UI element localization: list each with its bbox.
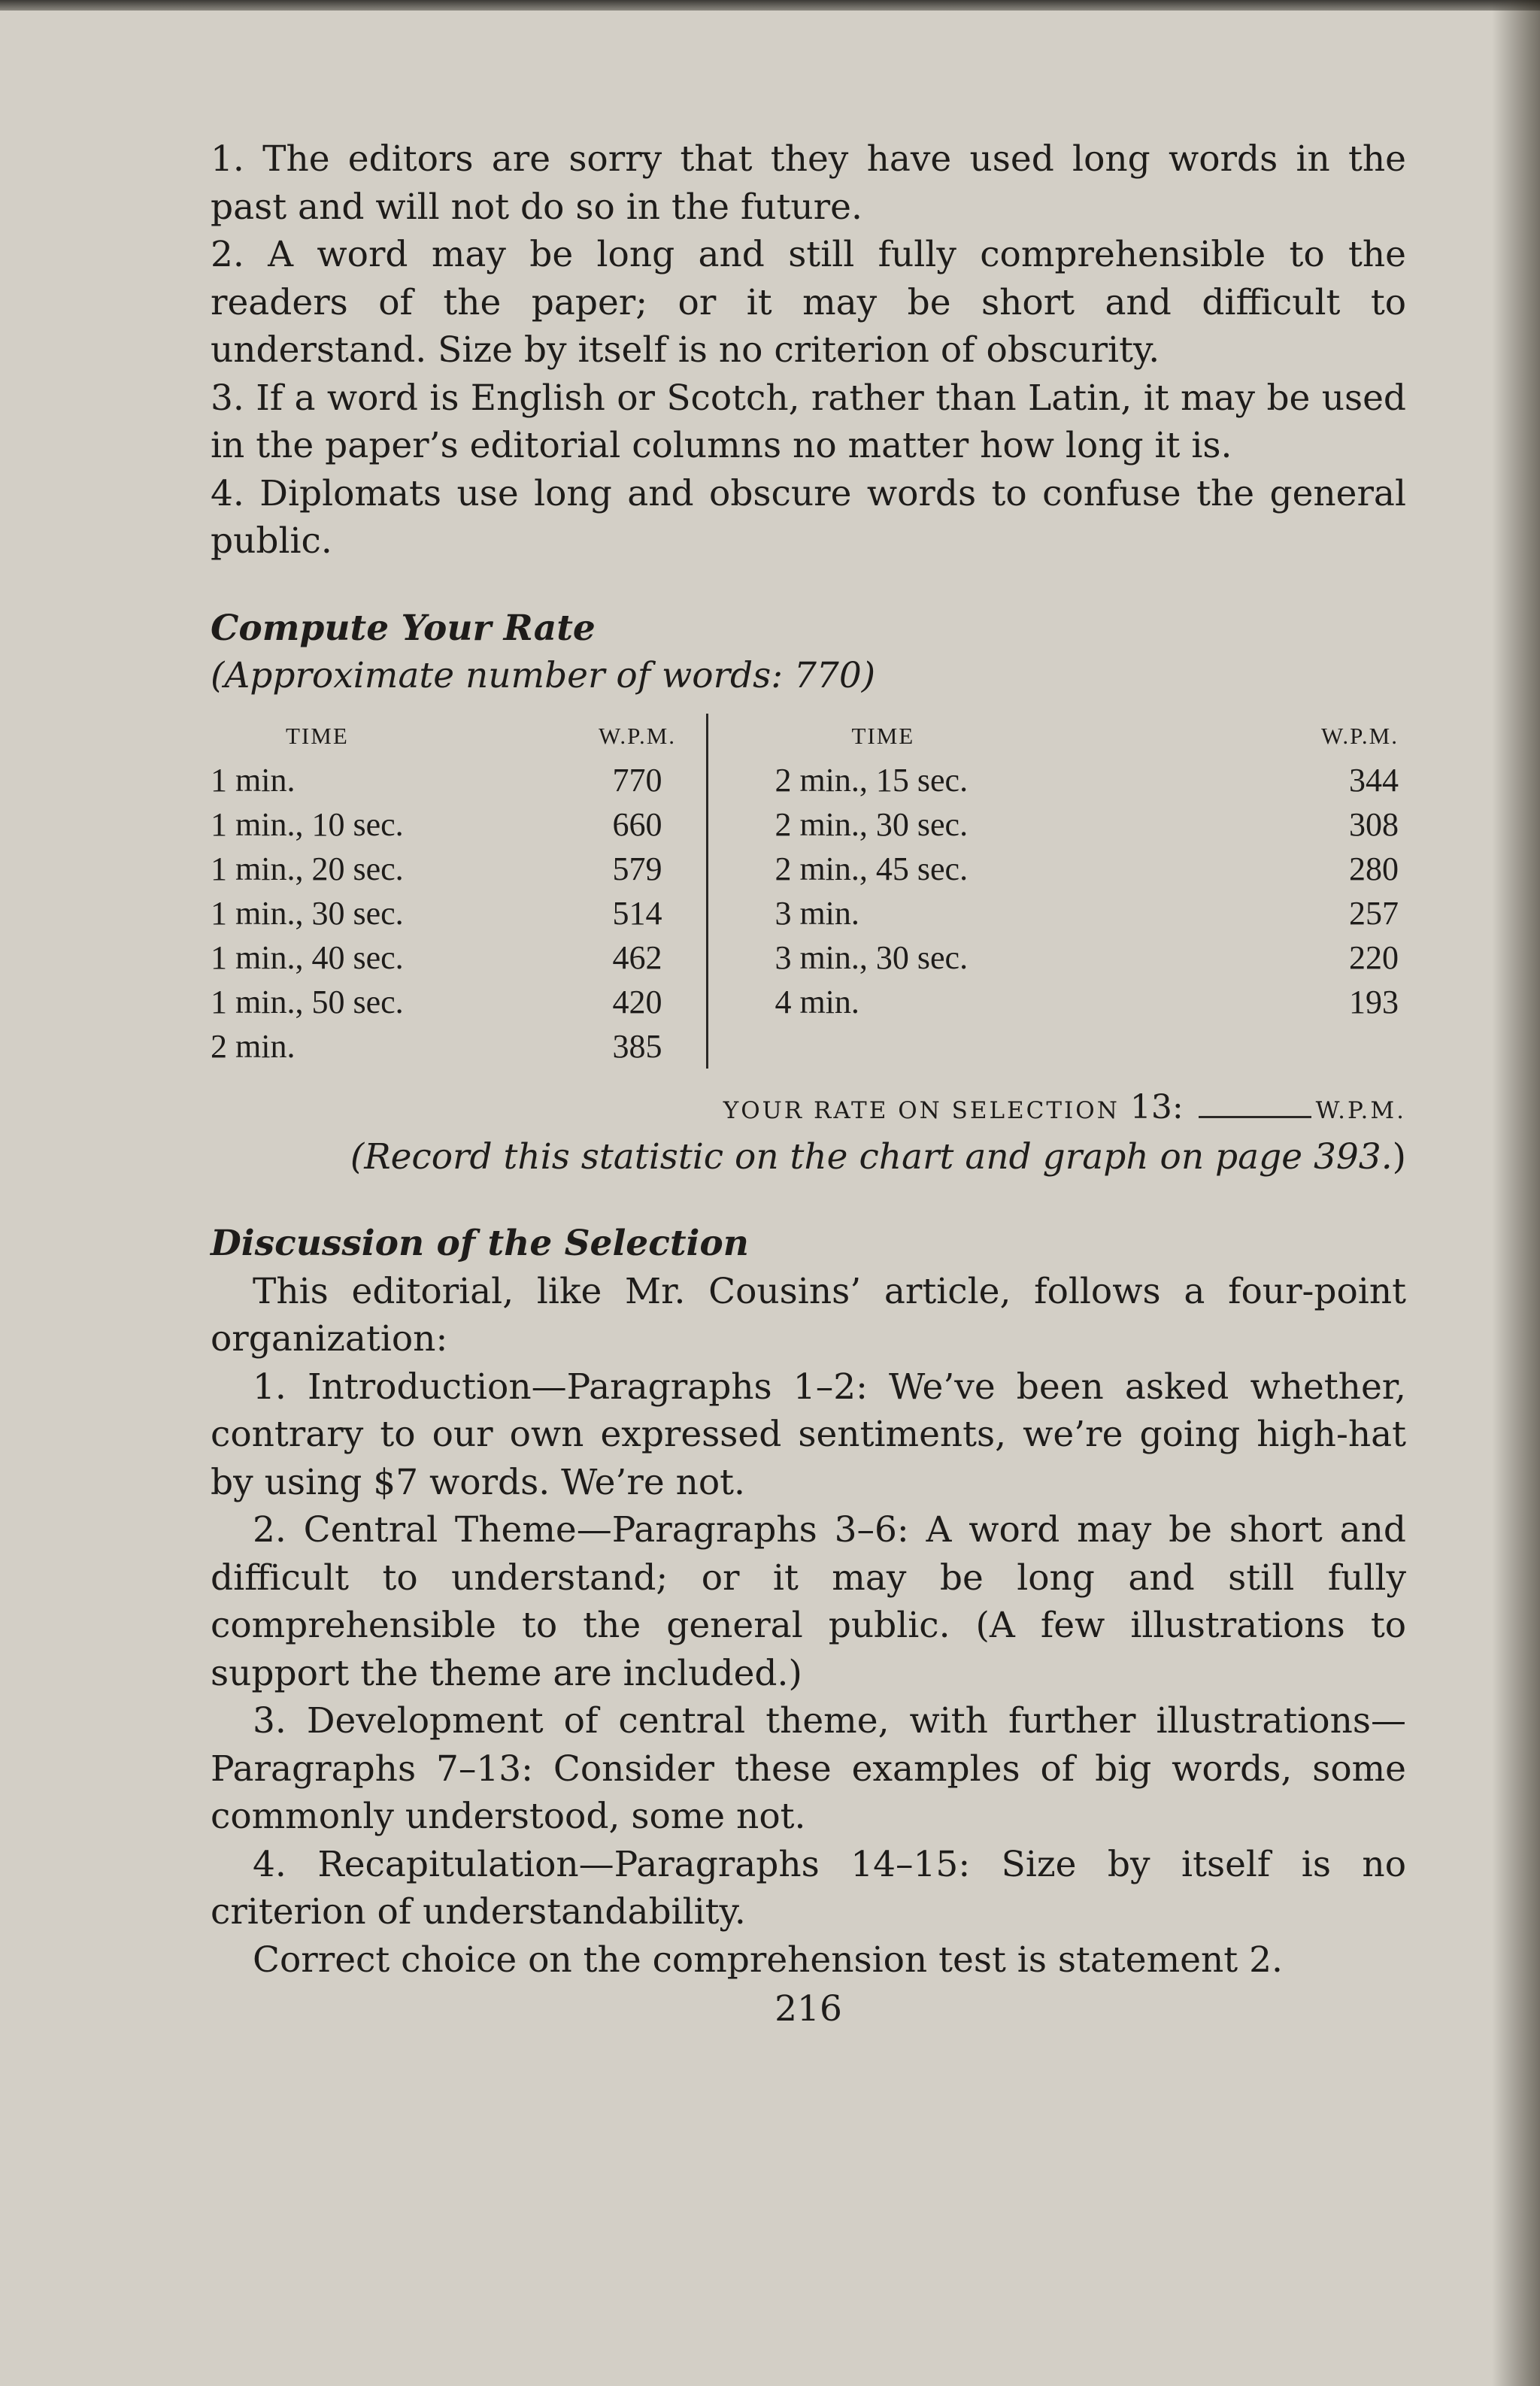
left-wpm: 579	[612, 850, 662, 887]
right-wpm: 220	[1349, 938, 1399, 976]
right-time: 2 min., 15 sec.	[708, 758, 1203, 802]
statement-2: 2. A word may be long and still fully comprehensible to the readers of the paper; or it may be short and difficult to understand. Size by itself is no criterion of obscurity.	[211, 234, 1406, 371]
rate-unit: W.P.M.	[1315, 1096, 1406, 1124]
discussion-point-2: 2. Central Theme—Paragraphs 3–6: A word may be short and difficult to understand; or it may be long and still fully comprehensible to the general public. (A few illustrations to support the theme are included.)	[211, 1509, 1406, 1694]
table-row	[211, 891, 1406, 935]
page-top-edge	[0, 0, 1540, 11]
statement-4: 4. Diplomats use long and obscure words to confuse the general public.	[211, 472, 1406, 562]
rate-blank-line	[1199, 1108, 1311, 1118]
right-wpm: 308	[1349, 805, 1399, 843]
page-content	[211, 135, 1406, 2033]
left-wpm: 385	[612, 1027, 662, 1065]
right-time-empty	[708, 1024, 1203, 1069]
left-time: 1 min., 30 sec.	[211, 894, 404, 932]
right-time: 3 min., 30 sec.	[708, 935, 1203, 980]
right-wpm: 280	[1349, 850, 1399, 887]
left-wpm: 514	[612, 894, 662, 932]
approx-value: 770	[794, 655, 862, 696]
left-time: 2 min.	[211, 1027, 296, 1065]
discussion-point-1: 1. Introduction—Paragraphs 1–2: We’ve been asked whether, contrary to our own expressed sentiments, we’re going high-hat by using $7 words. We’re not.	[211, 1366, 1406, 1503]
left-time: 1 min., 40 sec.	[211, 938, 404, 976]
rate-table-header	[211, 714, 1406, 758]
left-time: 1 min., 20 sec.	[211, 850, 404, 887]
discussion-point-3: 3. Development of central theme, with further illustrations—Paragraphs 7–13: Consider these examples of big words, some commonly understood, some not.	[211, 1700, 1406, 1837]
table-row	[211, 802, 1406, 847]
compute-rate-heading: Compute Your Rate	[211, 607, 596, 649]
right-wpm: 344	[1349, 761, 1399, 799]
approximate-word-count	[211, 652, 1406, 700]
right-wpm: 193	[1349, 983, 1399, 1020]
approx-label: Approximate number of words:	[224, 655, 795, 696]
table-row	[211, 758, 1406, 802]
record-page: 393.	[1314, 1135, 1393, 1178]
discussion-heading: Discussion of the Selection	[211, 1223, 749, 1264]
header-time-left: TIME	[286, 722, 349, 749]
discussion-intro: This editorial, like Mr. Cousins’ article, follows a four-point organization:	[211, 1270, 1406, 1360]
left-wpm: 462	[612, 938, 662, 976]
your-rate-label: YOUR RATE ON SELECTION	[723, 1096, 1120, 1124]
rate-table	[211, 714, 1406, 1069]
selection-number: 13:	[1129, 1087, 1184, 1126]
left-time: 1 min., 10 sec.	[211, 805, 404, 843]
approx-close-paren: )	[861, 655, 876, 696]
record-instruction	[211, 1133, 1406, 1181]
discussion-point-4: 4. Recapitulation—Paragraphs 14–15: Size by itself is no criterion of understandability.	[211, 1843, 1406, 1933]
statement-3: 3. If a word is English or Scotch, rather than Latin, it may be used in the paper’s editorial columns no matter how long it is.	[211, 377, 1406, 466]
table-row	[211, 980, 1406, 1024]
your-rate-line	[211, 1085, 1406, 1133]
header-wpm-right: W.P.M.	[1320, 722, 1399, 749]
header-time-right: TIME	[708, 714, 1203, 758]
page-binding-shadow	[1492, 0, 1540, 2386]
right-wpm: 257	[1349, 894, 1399, 932]
table-row	[211, 935, 1406, 980]
table-row	[211, 1024, 1406, 1069]
record-text: (Record this statistic on the chart and graph on page	[350, 1135, 1314, 1178]
right-time: 4 min.	[708, 980, 1203, 1024]
right-time: 3 min.	[708, 891, 1203, 935]
left-time: 1 min.	[211, 761, 296, 799]
left-time: 1 min., 50 sec.	[211, 983, 404, 1020]
answer-statement: Correct choice on the comprehension test is statement 2.	[253, 1939, 1283, 1981]
statement-list	[211, 135, 1406, 565]
page-number: 216	[775, 1988, 842, 2030]
right-time: 2 min., 30 sec.	[708, 802, 1203, 847]
right-wpm-empty	[1203, 1024, 1406, 1069]
right-time: 2 min., 45 sec.	[708, 847, 1203, 891]
table-row	[211, 847, 1406, 891]
record-close: )	[1392, 1135, 1406, 1178]
left-wpm: 420	[612, 983, 662, 1020]
statement-1: 1. The editors are sorry that they have used long words in the past and will not do so in the future.	[211, 138, 1406, 228]
left-wpm: 770	[612, 761, 662, 799]
left-wpm: 660	[612, 805, 662, 843]
approx-open-paren: (	[211, 655, 225, 696]
header-wpm-left: W.P.M.	[599, 722, 677, 749]
